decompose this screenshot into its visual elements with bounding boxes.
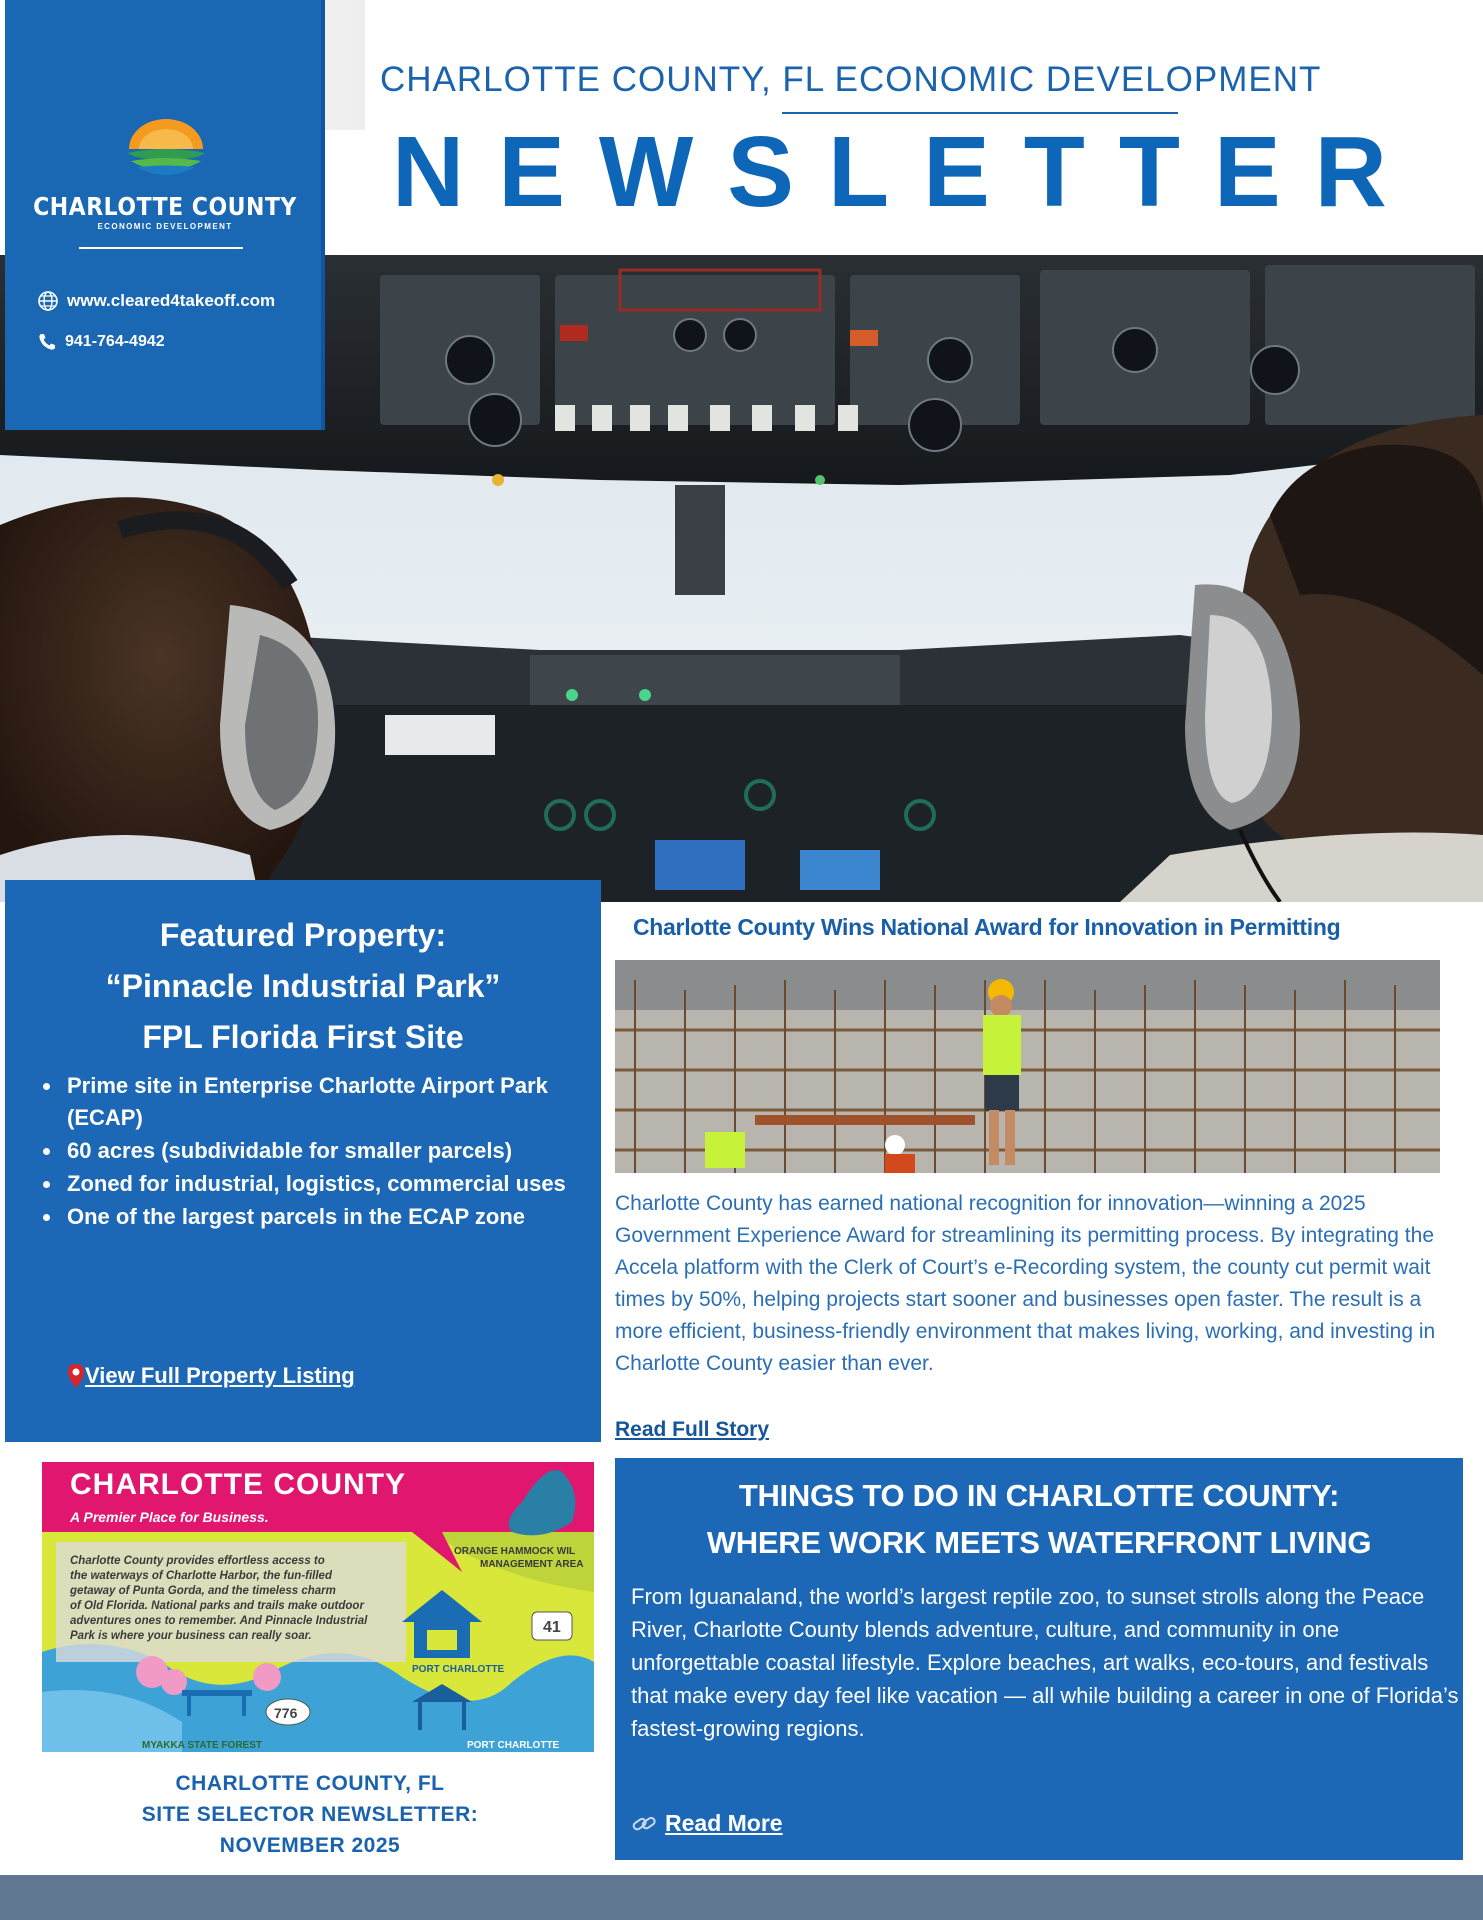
things-to-do-title-line2: WHERE WORK MEETS WATERFRONT LIVING <box>706 1525 1372 1560</box>
view-property-listing-link[interactable] <box>67 1363 355 1389</box>
brand-name: CHARLOTTE COUNTY <box>33 193 297 222</box>
map-tagline: A Premier Place for Business. <box>70 1509 269 1525</box>
route-41-label: 41 <box>543 1619 561 1636</box>
award-story-body: Charlotte County has earned national recognition for innovation—winning a 2025 Government Experience Award for streamlining its permitting process. By integrating the Accela platform with the Clerk of Court’s e-Recording system, the county cut permit wait times by 50%, helping projects start sooner and businesses open faster. The result is a more efficient, business-friendly environment that makes living, working, and investing in Charlotte County easier than ever. <box>615 1192 1436 1375</box>
map-label-port-charlotte-2: PORT CHARLOTTE <box>467 1740 560 1751</box>
things-to-do-title <box>615 1472 1463 1566</box>
things-to-do-panel <box>615 1458 1463 1860</box>
website-row[interactable] <box>37 290 275 312</box>
map-blurb-line: Park is where your business can really soar. <box>70 1630 312 1642</box>
website-link[interactable]: www.cleared4takeoff.com <box>67 291 276 310</box>
header-kicker: CHARLOTTE COUNTY, FL ECONOMIC DEVELOPMENT <box>380 60 1322 99</box>
things-to-do-title-line1: THINGS TO DO IN CHARLOTTE COUNTY: <box>738 1478 1340 1513</box>
map-blurb-line: the waterways of Charlotte Harbor, the fun-filled <box>70 1570 332 1582</box>
charlotte-county-map-thumbnail[interactable] <box>42 1462 594 1752</box>
footer-band <box>0 1875 1483 1920</box>
read-more-link[interactable] <box>631 1810 783 1837</box>
featured-title-line1: Featured Property: <box>159 917 447 953</box>
route-776-label: 776 <box>274 1705 298 1721</box>
list-item: Prime site in Enterprise Charlotte Airport Park (ECAP) <box>35 1070 595 1134</box>
list-item: One of the largest parcels in the ECAP zone <box>35 1201 595 1233</box>
map-pin-icon <box>67 1363 85 1389</box>
phone-row[interactable] <box>37 332 165 352</box>
newsletter-caption-line3: NOVEMBER 2025 <box>219 1834 401 1857</box>
award-story-title: Charlotte County Wins National Award for Innovation in Permitting <box>633 914 1341 940</box>
featured-title-line3: FPL Florida First Site <box>142 1019 464 1055</box>
read-more-label[interactable]: Read More <box>665 1810 783 1836</box>
map-blurb-line: getaway of Punta Gorda, and the timeless charm <box>70 1585 336 1597</box>
globe-icon <box>37 290 59 312</box>
featured-property-panel <box>5 880 601 1442</box>
map-label-myakka: MYAKKA STATE FOREST <box>142 1740 263 1751</box>
brand-subtitle: ECONOMIC DEVELOPMENT <box>97 222 233 231</box>
featured-property-title <box>5 910 601 1063</box>
map-label-orange-hammock: ORANGE HAMMOCK WIL <box>454 1546 576 1557</box>
brand-divider <box>79 247 243 249</box>
phone-number[interactable]: 941-764-4942 <box>65 333 165 350</box>
brand-panel <box>5 0 325 430</box>
things-to-do-body: From Iguanaland, the world’s largest reptile zoo, to sunset strolls along the Peace River, Charlotte County blends adventure, culture, and community in one unforgettable coastal lifestyle. Explore beaches, art walks, eco-tours, and festivals that make every day feel like vacation — all while building a career in one of Florida’s fastest-growing regions. <box>631 1584 1459 1741</box>
phone-icon <box>37 332 57 352</box>
map-blurb-line: of Old Florida. National parks and trails make outdoor <box>70 1600 364 1612</box>
map-label-management-area: MANAGEMENT AREA <box>480 1559 584 1570</box>
view-property-listing-label[interactable]: View Full Property Listing <box>85 1363 355 1388</box>
map-blurb-line: adventures ones to remember. And Pinnacle Industrial <box>70 1615 368 1627</box>
charlotte-county-logo-icon <box>123 115 209 177</box>
list-item: 60 acres (subdividable for smaller parcels) <box>35 1135 595 1167</box>
route-41-shield-icon <box>532 1612 572 1640</box>
map-label-port-charlotte: PORT CHARLOTTE <box>412 1664 505 1675</box>
construction-photo <box>615 960 1440 1173</box>
list-item: Zoned for industrial, logistics, commercial uses <box>35 1168 595 1200</box>
link-icon <box>631 1813 657 1835</box>
map-blurb-line: Charlotte County provides effortless access to <box>70 1555 325 1567</box>
newsletter-caption-line2: SITE SELECTOR NEWSLETTER: <box>141 1803 479 1826</box>
featured-title-line2: “Pinnacle Industrial Park” <box>105 968 501 1004</box>
newsletter-caption-line1: CHARLOTTE COUNTY, FL <box>175 1772 445 1795</box>
route-776-shield-icon <box>266 1699 310 1725</box>
read-full-story-link[interactable]: Read Full Story <box>615 1418 770 1441</box>
featured-property-list <box>35 1070 595 1234</box>
map-title: CHARLOTTE COUNTY <box>70 1468 406 1501</box>
masthead-title: NEWSLETTER <box>392 116 1421 228</box>
newsletter-caption <box>60 1768 560 1861</box>
